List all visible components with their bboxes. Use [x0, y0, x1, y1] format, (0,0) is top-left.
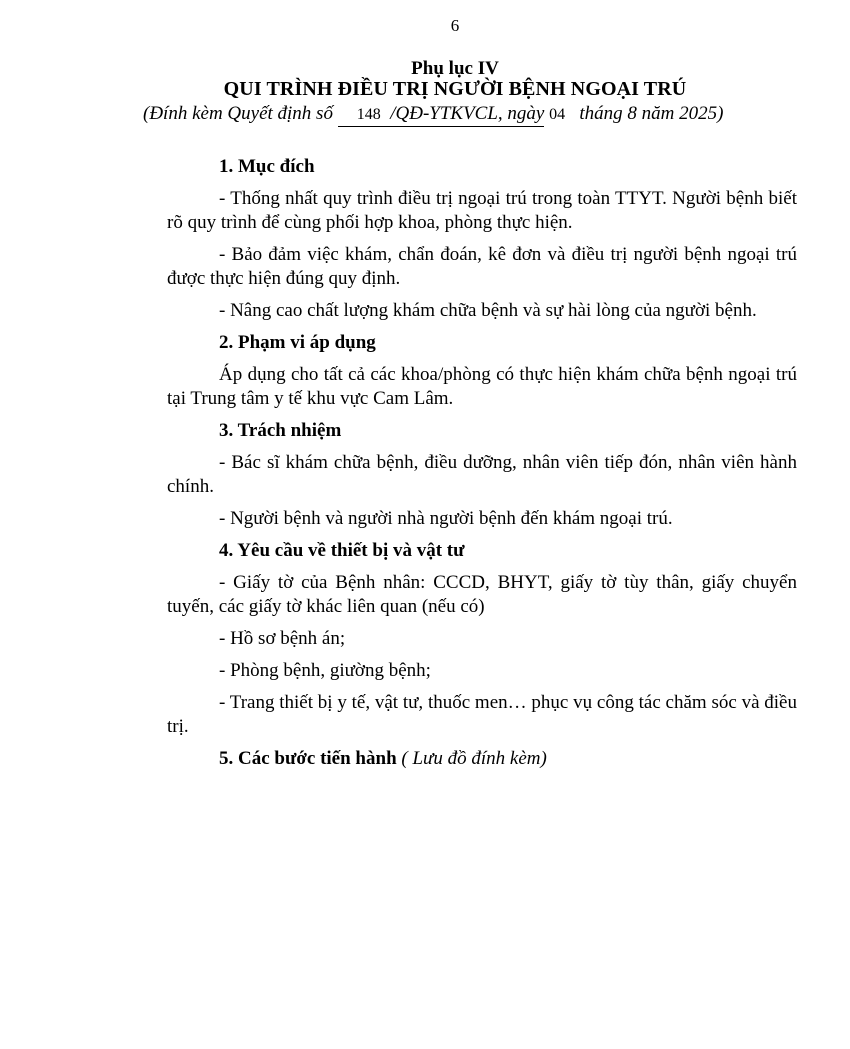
appendix-label: Phụ lục IV: [411, 58, 499, 79]
document-body: [167, 155, 797, 779]
decision-number: 148: [356, 106, 381, 123]
attachment-prefix: (Đính kèm Quyết định số: [143, 103, 333, 124]
decision-number-field: [338, 103, 545, 127]
responsibility-paragraph: - Bác sĩ khám chữa bệnh, điều dưỡng, nhân viên tiếp đón, nhân viên hành chính.: [167, 452, 797, 497]
section-heading-steps: [167, 747, 797, 771]
purpose-paragraph: - Nâng cao chất lượng khám chữa bệnh và sự hài lòng của người bệnh.: [219, 300, 757, 321]
decision-code: /QĐ-YTKVCL, ngày: [390, 103, 545, 124]
section-heading-responsibility: 3. Trách nhiệm: [219, 420, 342, 441]
document-title: QUI TRÌNH ĐIỀU TRỊ NGƯỜI BỆNH NGOẠI TRÚ: [223, 78, 687, 100]
equipment-paragraph: - Giấy tờ của Bệnh nhân: CCCD, BHYT, giấy tờ tùy thân, giấy chuyển tuyến, các giấy tờ khác liên quan (nếu có): [167, 572, 797, 617]
equipment-paragraph: - Trang thiết bị y tế, vật tư, thuốc men… phục vụ công tác chăm sóc và điều trị.: [167, 692, 797, 737]
section-heading-scope: 2. Phạm vi áp dụng: [219, 332, 376, 353]
section-heading-purpose: 1. Mục đích: [219, 156, 315, 177]
attachment-line: [143, 103, 723, 127]
scope-paragraph: Áp dụng cho tất cả các khoa/phòng có thực hiện khám chữa bệnh ngoại trú tại Trung tâm y tế khu vực Cam Lâm.: [167, 364, 797, 409]
steps-heading-text: 5. Các bước tiến hành: [219, 748, 397, 769]
responsibility-paragraph: - Người bệnh và người nhà người bệnh đến khám ngoại trú.: [219, 508, 673, 529]
equipment-paragraph: - Hồ sơ bệnh án;: [219, 628, 346, 649]
purpose-paragraph: - Thống nhất quy trình điều trị ngoại trú trong toàn TTYT. Người bệnh biết rõ quy trình để cùng phối hợp khoa, phòng thực hiện.: [167, 188, 797, 233]
decision-day: 04: [549, 106, 566, 123]
section-heading-equipment: 4. Yêu cầu về thiết bị và vật tư: [219, 540, 465, 561]
purpose-paragraph: - Bảo đảm việc khám, chẩn đoán, kê đơn và điều trị người bệnh ngoại trú được thực hiện đúng quy định.: [167, 244, 797, 289]
page-number: 6: [450, 16, 460, 35]
steps-heading-note: ( Lưu đồ đính kèm): [401, 748, 547, 769]
equipment-paragraph: - Phòng bệnh, giường bệnh;: [219, 660, 431, 681]
decision-date-suffix: tháng 8 năm 2025): [579, 103, 724, 124]
